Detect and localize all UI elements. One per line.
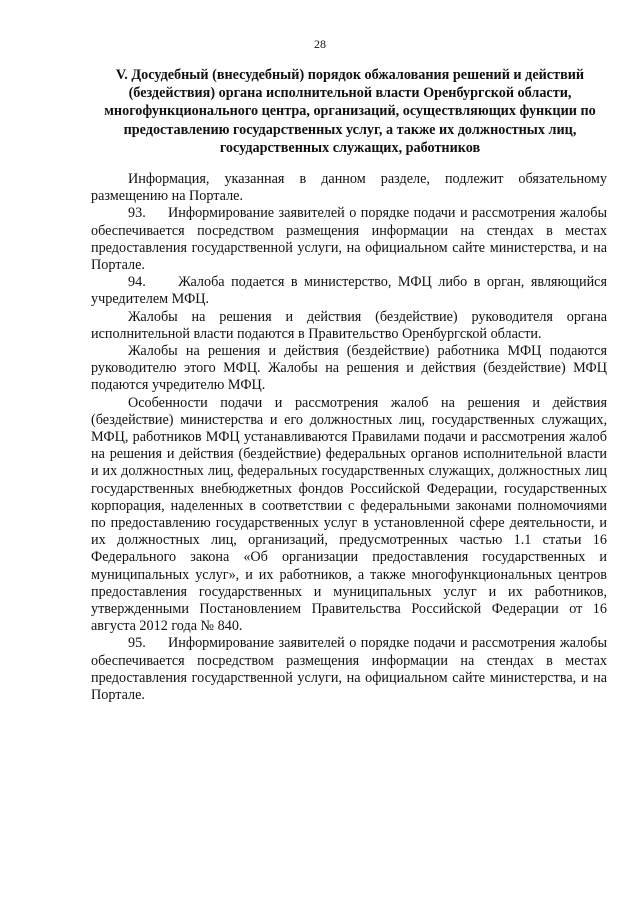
paragraph-complaint-rules: Особенности подачи и рассмотрения жалоб на решения и действия (бездействие) министерства и его должностных лиц, государственных служащих, МФЦ, работников МФЦ устанавливаются Правилами подачи и рассмотрения жалоб на решения и действия (бездействие) федеральных органов исполнительной власти и их должностных лиц, федеральных государственных служащих, должностных лиц государственных внебюджетных фондов Российской Федерации, государственных корпорация, наделенных в соответствии с федеральными законами полномочиями по предоставлению государственных услуг в установленной сфере деятельности, и их должностных лиц, организаций, предусмотренных частью 1.1 статьи 16 Федерального закона «Об организации предоставления государственных и муниципальных услуг», и их работников, а также многофункциональных центров предоставления государственных и муниципальных услуг и их работников, утвержденными Постановлением Правительства Российской Федерации от 16 августа 2012 года № 840. — [91, 394, 607, 635]
paragraph-93: 93. Информирование заявителей о порядке подачи и рассмотрения жалобы обеспечивается посредством размещения информации на стендах в местах предоставления государственной услуги, на официальном сайте министерства, и на Портале. — [91, 205, 607, 274]
paragraph-mfc-complaints: Жалобы на решения и действия (бездействие) работника МФЦ подаются руководителю этого МФЦ. Жалобы на решения и действия (бездействие) МФЦ подаются учредителю МФЦ. — [91, 343, 607, 394]
paragraph-95: 95. Информирование заявителей о порядке подачи и рассмотрения жалобы обеспечивается посредством размещения информации на стендах в местах предоставления государственной услуги, на официальном сайте министерства, и на Портале. — [91, 635, 607, 704]
paragraph-portal-info: Информация, указанная в данном разделе, подлежит обязательному размещению на Портале. — [91, 171, 607, 205]
section-heading: V. Досудебный (внесудебный) порядок обжалования решений и действий (бездействия) органа исполнительной власти Оренбургской области, многофункционального центра, организаций, осуществляющих функции по предоставлению государственных услуг, а также их должностных лиц, государственных служащих, работников — [104, 67, 596, 156]
page-number: 28 — [314, 37, 326, 51]
paragraph-government-complaints: Жалобы на решения и действия (бездействие) руководителя органа исполнительной власти подаются в Правительство Оренбургской области. — [91, 308, 607, 342]
paragraph-94: 94. Жалоба подается в министерство, МФЦ либо в орган, являющийся учредителем МФЦ. — [91, 274, 607, 308]
section-body — [91, 171, 607, 704]
